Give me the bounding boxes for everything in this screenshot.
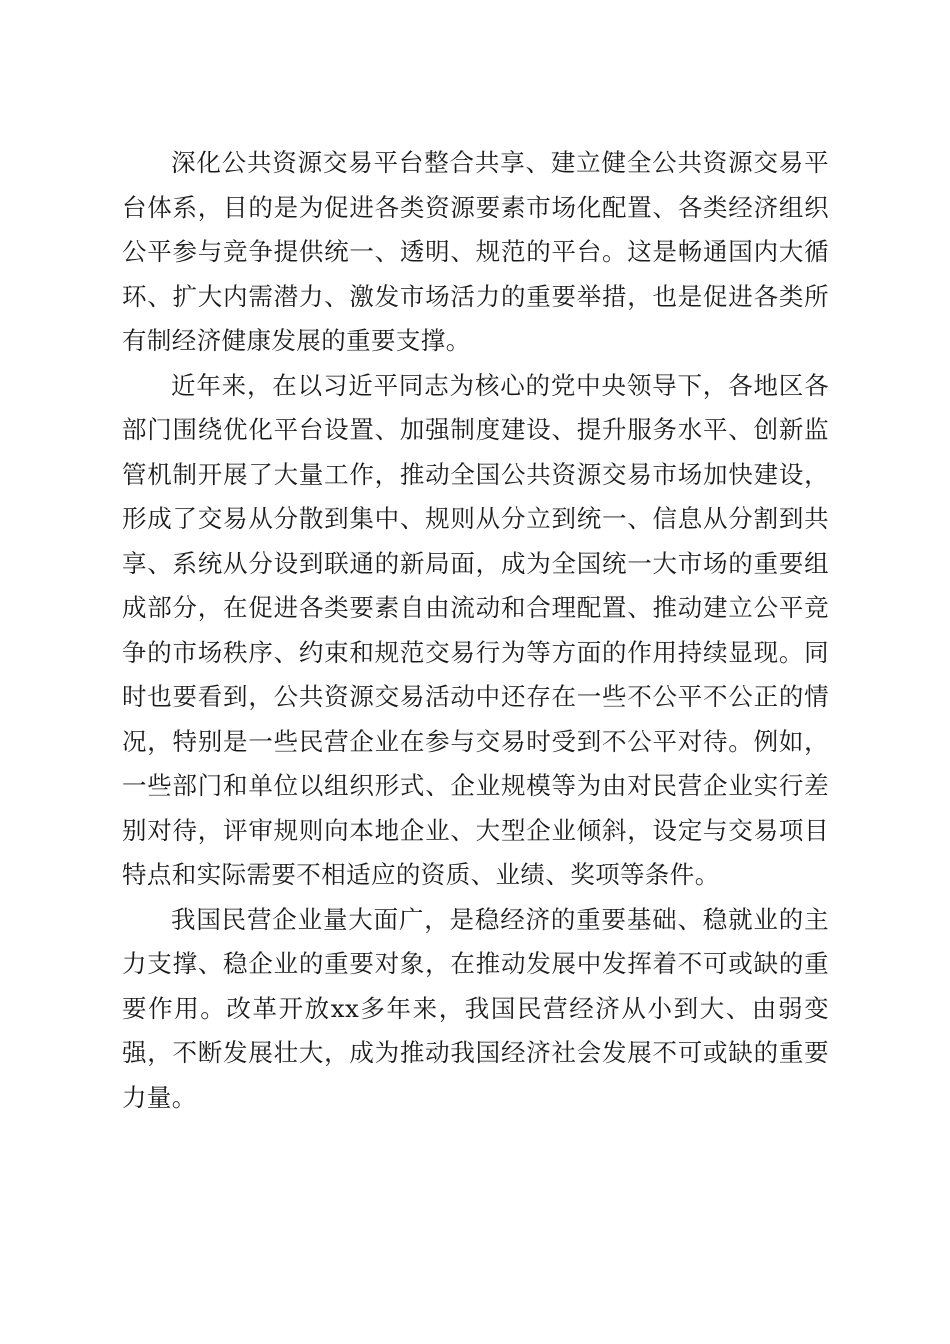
document-body: [122, 141, 829, 1120]
paragraph-2: 近年来，在以习近平同志为核心的党中央领导下，各地区各部门围绕优化平台设置、加强制度建设、提升服务水平、创新监管机制开展了大量工作，推动全国公共资源交易市场加快建设，形成了交易从分散到集中、规则从分立到统一、信息从分割到共享、系统从分设到联通的新局面，成为全国统一大市场的重要组成部分，在促进各类要素自由流动和合理配置、推动建立公平竞争的市场秩序、约束和规范交易行为等方面的作用持续显现。同时也要看到，公共资源交易活动中还存在一些不公平不公正的情况，特别是一些民营企业在参与交易时受到不公平对待。例如，一些部门和单位以组织形式、企业规模等为由对民营企业实行差别对待，评审规则向本地企业、大型企业倾斜，设定与交易项目特点和实际需要不相适应的资质、业绩、奖项等条件。: [122, 370, 829, 889]
paragraph-3: 我国民营企业量大面广，是稳经济的重要基础、稳就业的主力支撑、稳企业的重要对象，在推动发展中发挥着不可或缺的重要作用。改革开放xx多年来，我国民营经济从小到大、由弱变强，不断发展壮大，成为推动我国经济社会发展不可或缺的重要力量。: [122, 904, 829, 1112]
paragraph-1: 深化公共资源交易平台整合共享、建立健全公共资源交易平台体系，目的是为促进各类资源要素市场化配置、各类经济组织公平参与竞争提供统一、透明、规范的平台。这是畅通国内大循环、扩大内需潜力、激发市场活力的重要举措，也是促进各类所有制经济健康发展的重要支撑。: [122, 148, 829, 355]
